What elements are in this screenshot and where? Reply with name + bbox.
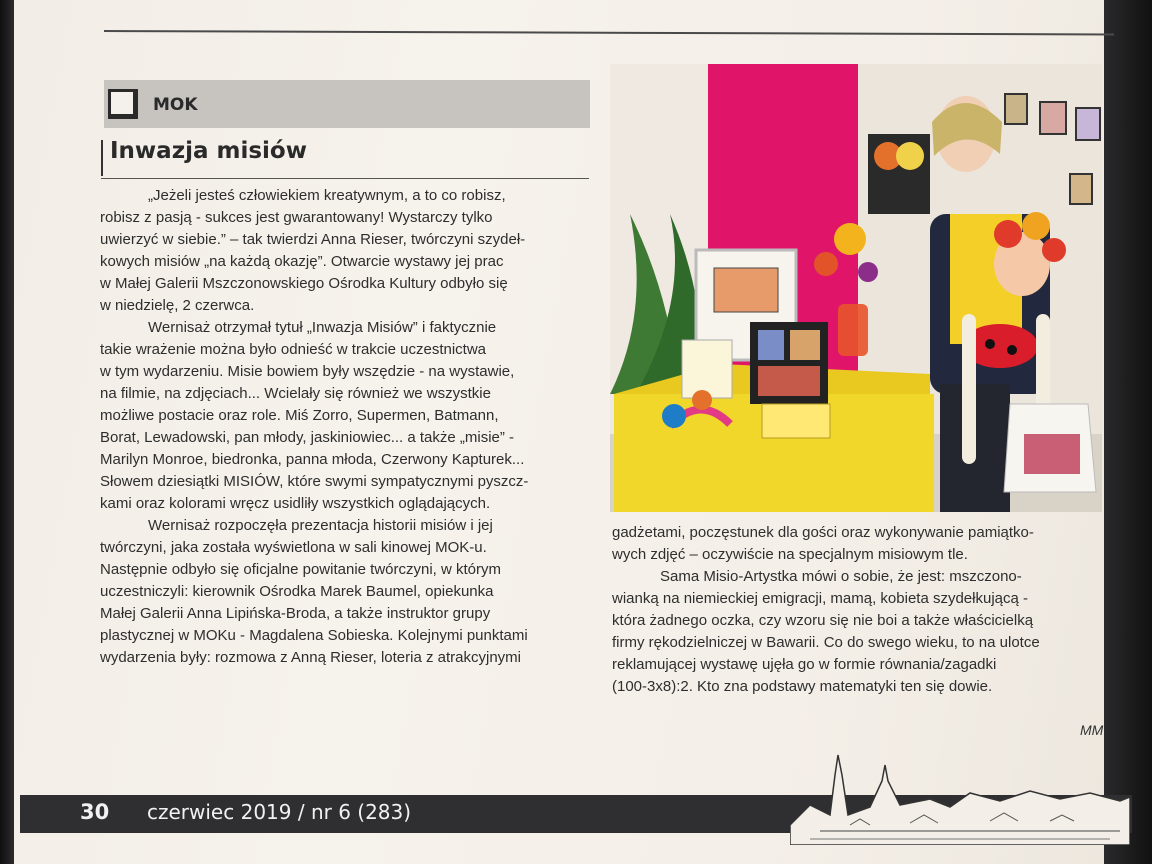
text-line: która żadnego oczka, czy wzoru się nie boi a także właścicielką <box>612 612 1034 629</box>
text-line: Borat, Lewadowski, pan młody, jaskiniowiec... a także „misie” - <box>100 429 515 446</box>
text-line: kami oraz kolorami wręcz usidliły wszystkich oglądających. <box>100 495 491 512</box>
text-line: możliwe postacie oraz role. Miś Zorro, Supermen, Batmann, <box>100 407 499 424</box>
text-line: reklamującej wystawę ujęła go w formie równania/zagadki <box>612 656 997 673</box>
text-line: wych zdjęć – oczywiście na specjalnym misiowym tle. <box>612 546 968 563</box>
text-line: kowych misiów „na każdą okazję”. Otwarcie wystawy jej prac <box>100 253 504 270</box>
text-line: takie wrażenie można było odnieść w trakcie uczestnictwa <box>100 341 487 358</box>
section-square-icon <box>108 89 138 119</box>
text-line: Słowem dziesiątki MISIÓW, które swymi sympatycznymi pyszcz- <box>100 473 529 490</box>
title-rule <box>101 178 589 179</box>
exhibition-photo-illustration <box>610 64 1102 512</box>
text-line: uczestniczyli: kierownik Ośrodka Marek Baumel, opiekunka <box>100 583 494 600</box>
book-spine-shadow <box>0 0 14 864</box>
text-line: w tym wydarzeniu. Misie bowiem były wszędzie - na wystawie, <box>100 363 515 380</box>
text-line: Sama Misio-Artystka mówi o sobie, że jest: mszczono- <box>660 568 1022 585</box>
text-line: gadżetami, poczęstunek dla gości oraz wykonywanie pamiątko- <box>612 524 1034 541</box>
text-line: plastycznej w MOKu - Magdalena Sobieska. Kolejnymi punktami <box>100 627 528 644</box>
page-number: 30 <box>80 800 110 824</box>
text-line: Marilyn Monroe, biedronka, panna młoda, Czerwony Kapturek... <box>100 451 525 468</box>
text-line: w Małej Galerii Mszczonowskiego Ośrodka Kultury odbyło się <box>100 275 508 292</box>
title-accent-bar <box>101 140 103 176</box>
article-title: Inwazja misiów <box>110 138 307 164</box>
text-line: wydarzenia były: rozmowa z Anną Rieser, loteria z atrakcyjnymi <box>100 649 521 666</box>
text-line: twórczyni, jaka została wyświetlona w sali kinowej MOK-u. <box>100 539 487 556</box>
author-signature: MM <box>1080 722 1104 738</box>
text-line: Wernisaż otrzymał tytuł „Inwazja Misiów” i faktycznie <box>148 319 497 336</box>
right-text-column <box>612 522 1102 698</box>
text-line: uwierzyć w siebie.” – tak twierdzi Anna Rieser, twórczyni szydeł- <box>100 231 526 248</box>
text-line: firmy rękodzielniczej w Bawarii. Co do swego wieku, to na ulotce <box>612 634 1040 651</box>
text-line: Małej Galerii Anna Lipińska-Broda, a także instruktor grupy <box>100 605 491 622</box>
exhibition-photo <box>610 64 1102 512</box>
text-line: Następnie odbyło się oficjalne powitanie twórczyni, w którym <box>100 561 502 578</box>
text-line: „Jeżeli jesteś człowiekiem kreatywnym, a to co robisz, <box>148 187 506 204</box>
text-line: (100-3x8):2. Kto zna podstawy matematyki ten się dowie. <box>612 678 993 695</box>
text-line: Wernisaż rozpoczęła prezentacja historii misiów i jej <box>148 517 493 534</box>
text-line: wianką na niemieckiej emigracji, mamą, kobieta szydełkującą - <box>612 590 1029 607</box>
town-skyline-illustration <box>790 735 1130 845</box>
text-line: w niedzielę, 2 czerwca. <box>100 297 255 314</box>
text-line: na filmie, na zdjęciach... Wcielały się również we wszystkie <box>100 385 491 402</box>
text-line: robisz z pasją - sukces jest gwarantowany! Wystarczy tylko <box>100 209 493 226</box>
section-label: MOK <box>153 95 198 115</box>
issue-info: czerwiec 2019 / nr 6 (283) <box>147 800 412 824</box>
left-text-column <box>100 185 590 669</box>
